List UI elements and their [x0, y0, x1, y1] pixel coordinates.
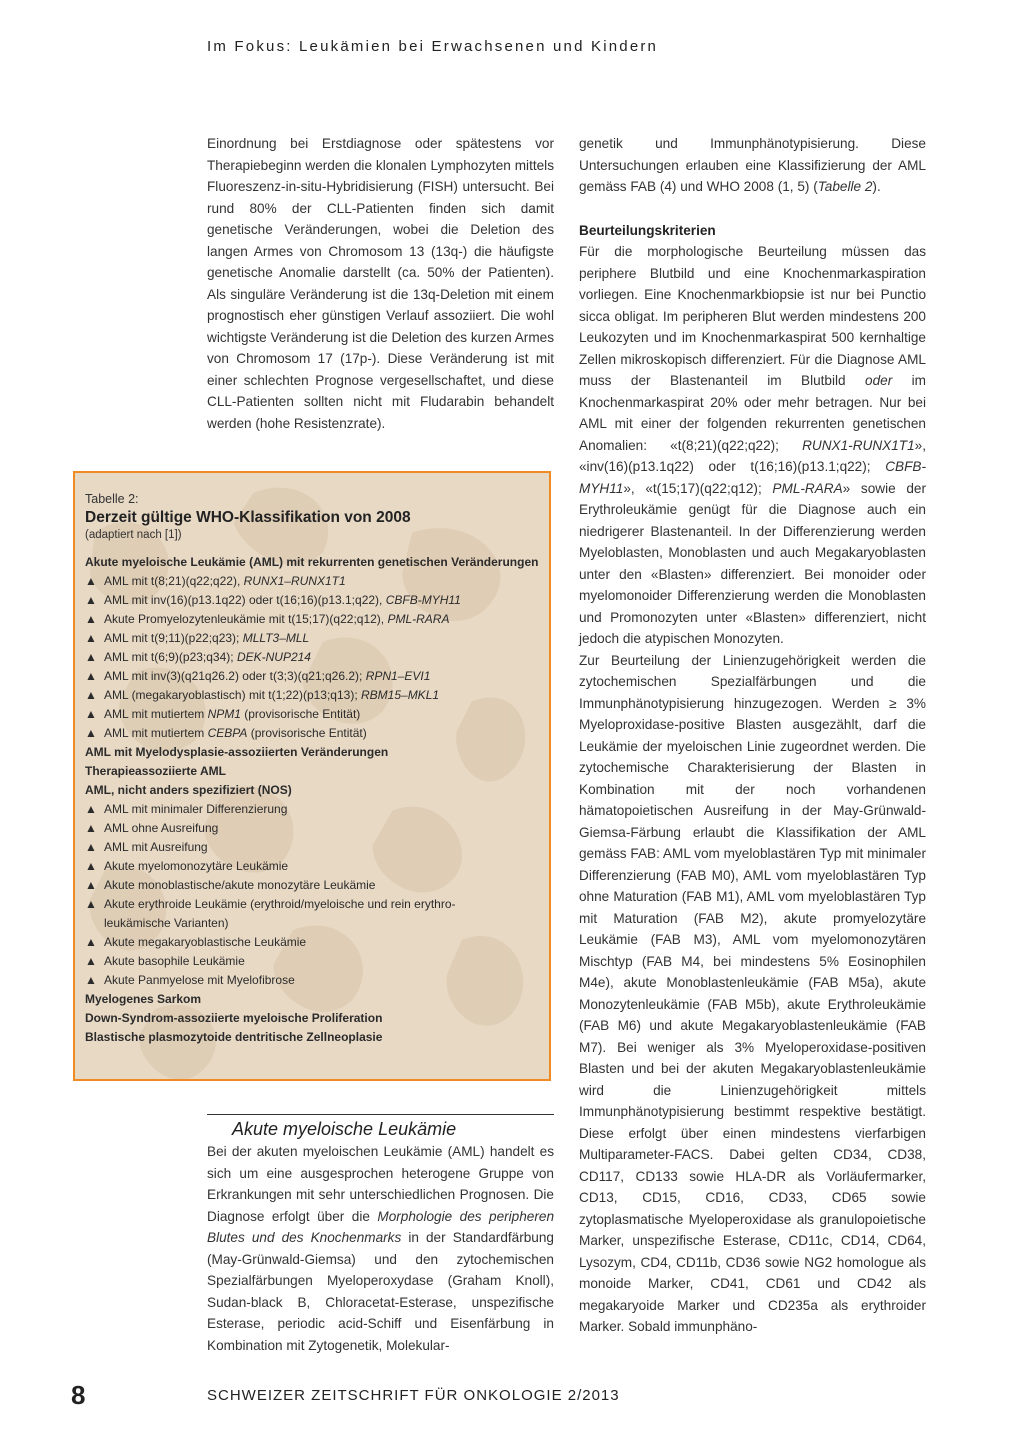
italic-run: Tabelle 2 — [817, 179, 873, 194]
triangle-bullet-icon: ▲ — [85, 935, 97, 949]
triangle-bullet-icon: ▲ — [85, 726, 97, 740]
table-row-italic: PML-RARA — [387, 612, 450, 626]
table-row — [85, 857, 540, 876]
table-row-text: Akute monoblastische/akute monozytäre Leukämie — [104, 878, 376, 892]
table-row — [85, 667, 540, 686]
italic-run: oder — [865, 373, 893, 388]
triangle-bullet-icon: ▲ — [85, 802, 97, 816]
text-run: Bei der akuten myeloischen Leukämie (AML) handelt es sich um eine ausgesprochen heterogene Gruppe von Erkrankungen mit sehr unterschiedlichen Prognosen. Die Diagnose erfolgt über die — [207, 1144, 554, 1224]
table-row-text: AML mit minimaler Differenzierung — [104, 802, 288, 816]
italic-run: Morphologie des peripheren Blutes und des Knochenmarks — [207, 1208, 555, 1245]
text-run: » sowie der Erythroleukämie genügt für die Diagnose auch ein niedrigerer Blastenanteil. In der Differenzierung werden Myeloblasten, Monoblasten und auch Megakaryoblasten unter den «Blasten» differenziert. Bei monoider oder myelomonoider Differenzierung werden die Monoblasten und Promonozyten unter «Blasten» differenziert, nicht jedoch die atypischen Monozyten. — [579, 480, 926, 646]
table-row-italic: RBM15–MKL1 — [361, 688, 440, 702]
table-content — [85, 491, 540, 1047]
table-row-text: AML mit inv(16)(p13.1q22) oder t(16;16)(p13.1;q22), — [104, 593, 386, 607]
triangle-bullet-icon: ▲ — [85, 707, 97, 721]
table-row-italic: DEK-NUP214 — [236, 650, 311, 664]
body-paragraph — [207, 1141, 554, 1356]
table-row — [85, 895, 540, 933]
triangle-bullet-icon: ▲ — [85, 973, 97, 987]
table-row-text: Akute megakaryoblastische Leukämie — [104, 935, 307, 949]
table-row — [85, 629, 540, 648]
table-rows — [85, 553, 540, 1047]
triangle-bullet-icon: ▲ — [85, 688, 97, 702]
table-row-text: AML mit Ausreifung — [104, 840, 208, 854]
table-row-italic: RUNX1–RUNX1T1 — [243, 574, 346, 588]
table-row — [85, 724, 540, 743]
triangle-bullet-icon: ▲ — [85, 612, 97, 626]
text-run: ). — [872, 179, 881, 194]
table-row — [85, 933, 540, 952]
triangle-bullet-icon: ▲ — [85, 593, 97, 607]
table-row-text: Akute erythroide Leukämie (erythroid/myeloische und rein erythro- — [104, 897, 456, 911]
table-row-text: AML mit mutiertem — [104, 707, 208, 721]
table-row — [85, 952, 540, 971]
triangle-bullet-icon: ▲ — [85, 574, 97, 588]
table-box — [73, 471, 551, 1081]
table-row — [85, 876, 540, 895]
table-row — [85, 610, 540, 629]
table-row-italic: CBFB-MYH11 — [385, 593, 461, 607]
body-paragraph: Einordnung bei Erstdiagnose oder spätestens vor Therapiebeginn werden die klonalen Lymphozyten mittels Fluoreszenz-in-situ-Hybridisierung (FISH) untersucht. Bei rund 80% der CLL-Patienten finden sich damit genetische Veränderungen, wobei die Deletion des langen Armes von Chromosom 13 (13q-) die häufigste genetische Anomalie darstellt (ca. 50% der Patienten). Als singuläre Veränderung ist die 13q-Deletion mit einem prognostisch eher günstigen Verlauf assoziiert. Die wohl wichtigste Veränderung ist die Deletion des kurzen Armes von Chromosom 17 (17p-). Diese Veränderung ist mit einer schlechten Prognose vergesellschaftet, und diese CLL-Patienten sollten nicht mit Fludarabin behandelt werden (hohe Resistenzrate). — [207, 136, 554, 431]
section-divider — [207, 1114, 554, 1115]
table-row-text: AML mit inv(3)(q21q26.2) oder t(3;3)(q21;q26.2); — [104, 669, 366, 683]
running-header: Im Fokus: Leukämien bei Erwachsenen und Kindern — [207, 38, 659, 55]
table-row-text: AML mit t(8;21)(q22;q22), — [104, 574, 244, 588]
text-run: », «t(15;17)(q22;q12); — [623, 480, 773, 496]
triangle-bullet-icon: ▲ — [85, 859, 97, 873]
body-paragraph — [579, 133, 926, 198]
triangle-bullet-icon: ▲ — [85, 631, 97, 645]
right-column — [579, 133, 926, 1338]
text-run: in der Standardfärbung (May-Grünwald-Giemsa) und den zytochemischen Spezialfärbungen Myeloperoxydase (Graham Knoll), Sudan-black B, Chloracetat-Esterase, unspezifische Esterase, periodic acid-Schiff und Eisenfärbung in Kombination mit Zytogenetik, Molekular- — [207, 1230, 554, 1353]
body-paragraph — [579, 241, 926, 650]
table-row-text: AML mit t(9;11)(p22;q23); — [104, 631, 243, 645]
table-row-text: AML (megakaryoblastisch) mit t(1;22)(p13;q13); — [104, 688, 361, 702]
triangle-bullet-icon: ▲ — [85, 650, 97, 664]
table-row — [85, 800, 540, 819]
table-category-header: AML, nicht anders spezifiziert (NOS) — [85, 783, 292, 797]
text-run: Für die morphologische Beurteilung müssen das periphere Blutbild und eine Knochenmarkaspiration vorliegen. Eine Knochenmarkbiopsie ist nur bei Punctio sicca obligat. Im peripheren Blut werden mindestens 200 Leukozyten und im Knochenmarkaspirat 500 kernhaltige Zellen mikroskopisch differenziert. Für die Diagnose AML muss der Blastenanteil im Blutbild — [579, 244, 926, 388]
table-row-text: Akute Promyelozytenleukämie mit t(15;17)(q22;q12), — [104, 612, 388, 626]
table-row-text: Akute basophile Leukämie — [104, 954, 245, 968]
table-row — [85, 648, 540, 667]
italic-run: RUNX1-RUNX1T1 — [802, 437, 915, 453]
table-row — [85, 971, 540, 990]
table-row — [85, 705, 540, 724]
table-row-text: AML mit mutiertem — [104, 726, 208, 740]
table-label: Tabelle 2: — [85, 492, 139, 506]
table-row-text: Akute myelomonozytäre Leukämie — [104, 859, 289, 873]
table-row-text: AML ohne Ausreifung — [104, 821, 219, 835]
body-paragraph: Zur Beurteilung der Linienzugehörigkeit werden die zytochemischen Spezialfärbungen und die Immunphänotypisierung hinzugezogen. Werden ≥ 3% Myeloproxidase-positive Blasten ausgezählt, darf die Leukämie der myeloischen Linie zugeordnet werden. Die zytochemische Charakterisierung der Blasten in Kombination mit der noch vorhandenen hämatopoietischen Ausreifung in der May-Grünwald-Giemsa-Färbung erlaubt die Klassifikation der AML gemäss FAB: AML vom myeloblastären Typ mit minimaler Differenzierung (FAB M0), AML vom myeloblastären Typ ohne Maturation (FAB M1), AML vom myeloblastären Typ mit Maturation (FAB M2), akute promyelozytäre Leukämie (FAB M3), AML vom myelomonozytären Mischtyp (FAB M4, bei mindestens 5% Eosinophilen M4e), akute Monoblastenleukämie (FAB M5a), akute Monozytenleukämie (FAB M5b), akute Erythroleukämie (FAB M6) und akute Megakaryoblastenleukämie (FAB M7). Bei weniger als 3% Myeloperoxidase-positiven Blasten und bei der akuten Megakaryoblastenleukämie wird die Linienzugehörigkeit mittels Immunphänotypisierung bestimmt respektive bestätigt. Diese erfolgt über einen mindestens vierfarbigen Multiparameter-FACS. Dabei gelten CD34, CD38, CD117, CD133 sowie HLA-DR als Vorläufermarker, CD13, CD15, CD16, CD33, CD65 sowie zytoplasmatische Myeloperoxidase als granulopoietische Marker, unspezifische Esterase, CD11c, CD14, CD64, Lysozym, CD4, CD11b, CD36 sowie NG2 homologue als monoide Marker, CD41, CD61 und CD42 als megakaryoide Marker und CD235a als erythroider Marker. Sobald immunphäno- — [579, 652, 926, 1334]
table-row-tail: (provisorische Entität) — [247, 726, 367, 740]
table-row-italic: MLLT3–MLL — [242, 631, 310, 645]
table-category-header: Down-Syndrom-assoziierte myeloische Proliferation — [85, 1011, 383, 1025]
table-category-header: Therapieassoziierte AML — [85, 764, 226, 778]
table-title: Derzeit gültige WHO-Klassifikation von 2008 — [85, 509, 411, 526]
table-row — [85, 819, 540, 838]
table-subtitle: (adaptiert nach [1]) — [85, 529, 182, 541]
triangle-bullet-icon: ▲ — [85, 878, 97, 892]
subheading: Beurteilungskriterien — [579, 222, 716, 238]
table-category-header: Blastische plasmozytoide dentritische Zellneoplasie — [85, 1030, 383, 1044]
table-category-header: Akute myeloische Leukämie (AML) mit rekurrenten genetischen Veränderungen — [85, 555, 539, 569]
table-category-header: Myelogenes Sarkom — [85, 992, 202, 1006]
triangle-bullet-icon: ▲ — [85, 669, 97, 683]
journal-footer: SCHWEIZER ZEITSCHRIFT FÜR ONKOLOGIE 2/2013 — [207, 1387, 620, 1404]
left-column-bottom — [207, 1141, 554, 1356]
italic-run: CBFB-MYH11 — [579, 459, 926, 496]
triangle-bullet-icon: ▲ — [85, 954, 97, 968]
table-row — [85, 838, 540, 857]
table-row — [85, 572, 540, 591]
italic-run: PML-RARA — [772, 480, 843, 496]
left-column-top — [207, 133, 554, 434]
text-run: genetik und Immunphänotypisierung. Diese Untersuchungen erlauben eine Klassifizierung der AML gemäss FAB (4) und WHO 2008 (1, 5) ( — [579, 136, 926, 194]
table-row-italic: RPN1–EVI1 — [365, 669, 431, 683]
table-row-tail: (provisorische Entität) — [240, 707, 361, 721]
table-row-continuation: leukämische Varianten) — [104, 916, 229, 930]
triangle-bullet-icon: ▲ — [85, 897, 97, 911]
table-row-text: Akute Panmyelose mit Myelofibrose — [104, 973, 295, 987]
triangle-bullet-icon: ▲ — [85, 821, 97, 835]
table-row — [85, 591, 540, 610]
page-number: 8 — [71, 1380, 86, 1410]
text-run: », «inv(16)(p13.1q22) oder t(16;16)(p13.1;q22); — [579, 437, 926, 474]
table-row-italic: CEBPA — [207, 726, 248, 740]
triangle-bullet-icon: ▲ — [85, 840, 97, 854]
table-row-italic: NPM1 — [207, 707, 241, 721]
section-title: Akute myeloische Leukämie — [232, 1119, 457, 1139]
table-row — [85, 686, 540, 705]
text-run: im Knochenmarkaspirat 20% oder mehr betragen. Nur bei AML mit einer der folgenden rekurrenten genetischen Anomalien: «t(8;21)(q22;q22); — [579, 373, 927, 453]
table-row-text: AML mit t(6;9)(p23;q34); — [104, 650, 237, 664]
table-category-header: AML mit Myelodysplasie-assoziierten Veränderungen — [85, 745, 389, 759]
